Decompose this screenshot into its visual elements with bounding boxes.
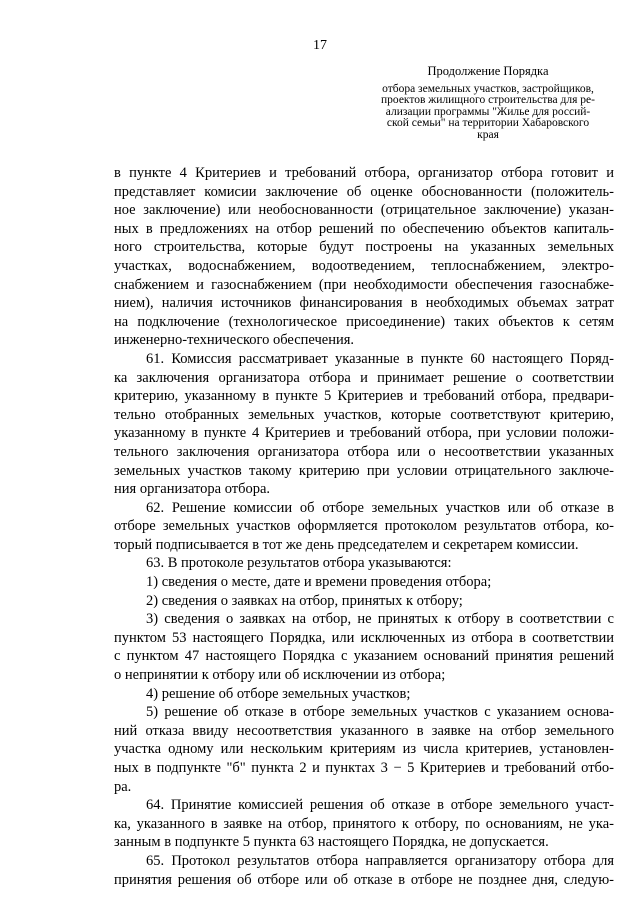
body-text-line: указанному в пункте 4 Критериев и требований отбора, при условии положи- bbox=[114, 425, 614, 442]
body-text-line: торый подписывается в тот же день председателем и секретарем комиссии. bbox=[114, 536, 579, 553]
body-text-line: нием), наличия источников финансирования в необходимых объемах затрат bbox=[114, 295, 614, 312]
body-text-line: инженерно-технического обеспечения. bbox=[114, 332, 355, 349]
body-text-line: пунктом 53 настоящего Порядка, или исключенных из отбора в соответствии bbox=[114, 629, 614, 646]
body-text-line: участках, водоснабжением, водоотведением, теплоснабжением, электро- bbox=[114, 257, 614, 274]
body-text-line: представляет комисии заключение об оценке обоснованности (положитель- bbox=[114, 183, 614, 200]
header-line: края bbox=[477, 128, 499, 141]
body-text-line: 65. Протокол результатов отбора направляется организатору отбора для bbox=[146, 852, 614, 869]
body-text-line: 2) сведения о заявках на отбор, принятых к отбору; bbox=[146, 592, 463, 609]
body-text-line: 3) сведения о заявках на отбор, не принятых к отбору в соответствии с bbox=[146, 611, 614, 628]
body-text-line: принятия решения об отборе или об отказе в отборе не позднее дня, следую- bbox=[114, 871, 614, 888]
header-title: Продолжение Порядка bbox=[427, 64, 549, 78]
document-header bbox=[360, 66, 616, 141]
body-text-line: занным в подпункте 5 пункта 63 настоящего Порядка, не допускается. bbox=[114, 834, 549, 851]
body-text-line: ка заключения организатора отбора и принимает решение о соответствии bbox=[114, 369, 614, 386]
header-line: отбора земельных участков, застройщиков, bbox=[382, 82, 594, 95]
body-text-line: на подключение (технологическое присоединение) таких объектов к сетям bbox=[114, 313, 614, 330]
body-text-line: ных в подпункте "б" пункта 2 и пунктах 3 − 5 Критериев и требований отбо- bbox=[114, 760, 614, 776]
body-text-line: тельно отобранных земельных участков, которые соответствуют критерию, bbox=[114, 406, 614, 423]
body-text-line: 1) сведения о месте, дате и времени проведения отбора; bbox=[146, 574, 492, 591]
body-text-line: тельного заключения организатора отбора или о несоответствии указанных bbox=[114, 443, 614, 460]
document-body bbox=[114, 164, 614, 889]
body-text-line: 61. Комиссия рассматривает указанные в пункте 60 настоящего Поряд- bbox=[146, 350, 614, 367]
body-text-line: 64. Принятие комиссией решения об отказе в отборе земельного участ- bbox=[146, 797, 614, 814]
header-line: ализации программы "Жилье для россий- bbox=[385, 105, 591, 118]
body-text-line: ний отказа ввиду несоответствия указанного в заявке на отбор земельного bbox=[114, 722, 614, 739]
body-text-line: в пункте 4 Критериев и требований отбора, организатор отбора готовит и bbox=[114, 165, 614, 181]
body-text-line: ных в предложениях на отбор решений по обеспечению объектов капиталь- bbox=[114, 220, 614, 237]
body-text-line: земельных участков такому критерию при условии отрицательного заключе- bbox=[114, 462, 614, 479]
body-text-line: ное заключение) или необоснованности (отрицательное заключение) указан- bbox=[114, 202, 614, 219]
body-text-line: ного строительства, которые будут построены на указанных земельных bbox=[114, 239, 614, 256]
body-text-line: ка, указанного в заявке на отбор, принятого к отбору, по основаниям, не ука- bbox=[114, 815, 614, 832]
body-text-line: 63. В протоколе результатов отбора указываются: bbox=[146, 555, 452, 572]
body-text-line: 5) решение об отказе в отборе земельных участков с указанием основа- bbox=[146, 704, 614, 721]
body-text-line: 62. Решение комиссии об отборе земельных участков или об отказе в bbox=[146, 499, 614, 516]
body-text-line: о непринятии к отбору или об исключении из отбора; bbox=[114, 667, 446, 684]
body-text-line: с пунктом 47 настоящего Порядка с указанием оснований принятия решений bbox=[114, 648, 614, 665]
body-text-line: 4) решение об отборе земельных участков; bbox=[146, 685, 411, 702]
body-text-line: ра. bbox=[114, 778, 132, 795]
header-line: ской семьи" на территории Хабаровского bbox=[386, 117, 590, 129]
body-text-line: отборе земельных участков оформляется протоколом результатов отбора, ко- bbox=[114, 518, 614, 535]
body-text-line: ния организатора отбора. bbox=[114, 481, 271, 498]
body-text-line: критерию, указанному в пункте 5 Критериев и требований отбора, предвари- bbox=[114, 388, 614, 405]
page-number: 17 bbox=[313, 38, 327, 53]
body-text-line: снабжением и газоснабжением (при необходимости обеспечения газоснабже- bbox=[114, 276, 614, 293]
body-text-line: участка одному или нескольким критериям из числа критериев, установлен- bbox=[114, 741, 614, 758]
header-line: проектов жилищного строительства для ре- bbox=[381, 94, 595, 106]
